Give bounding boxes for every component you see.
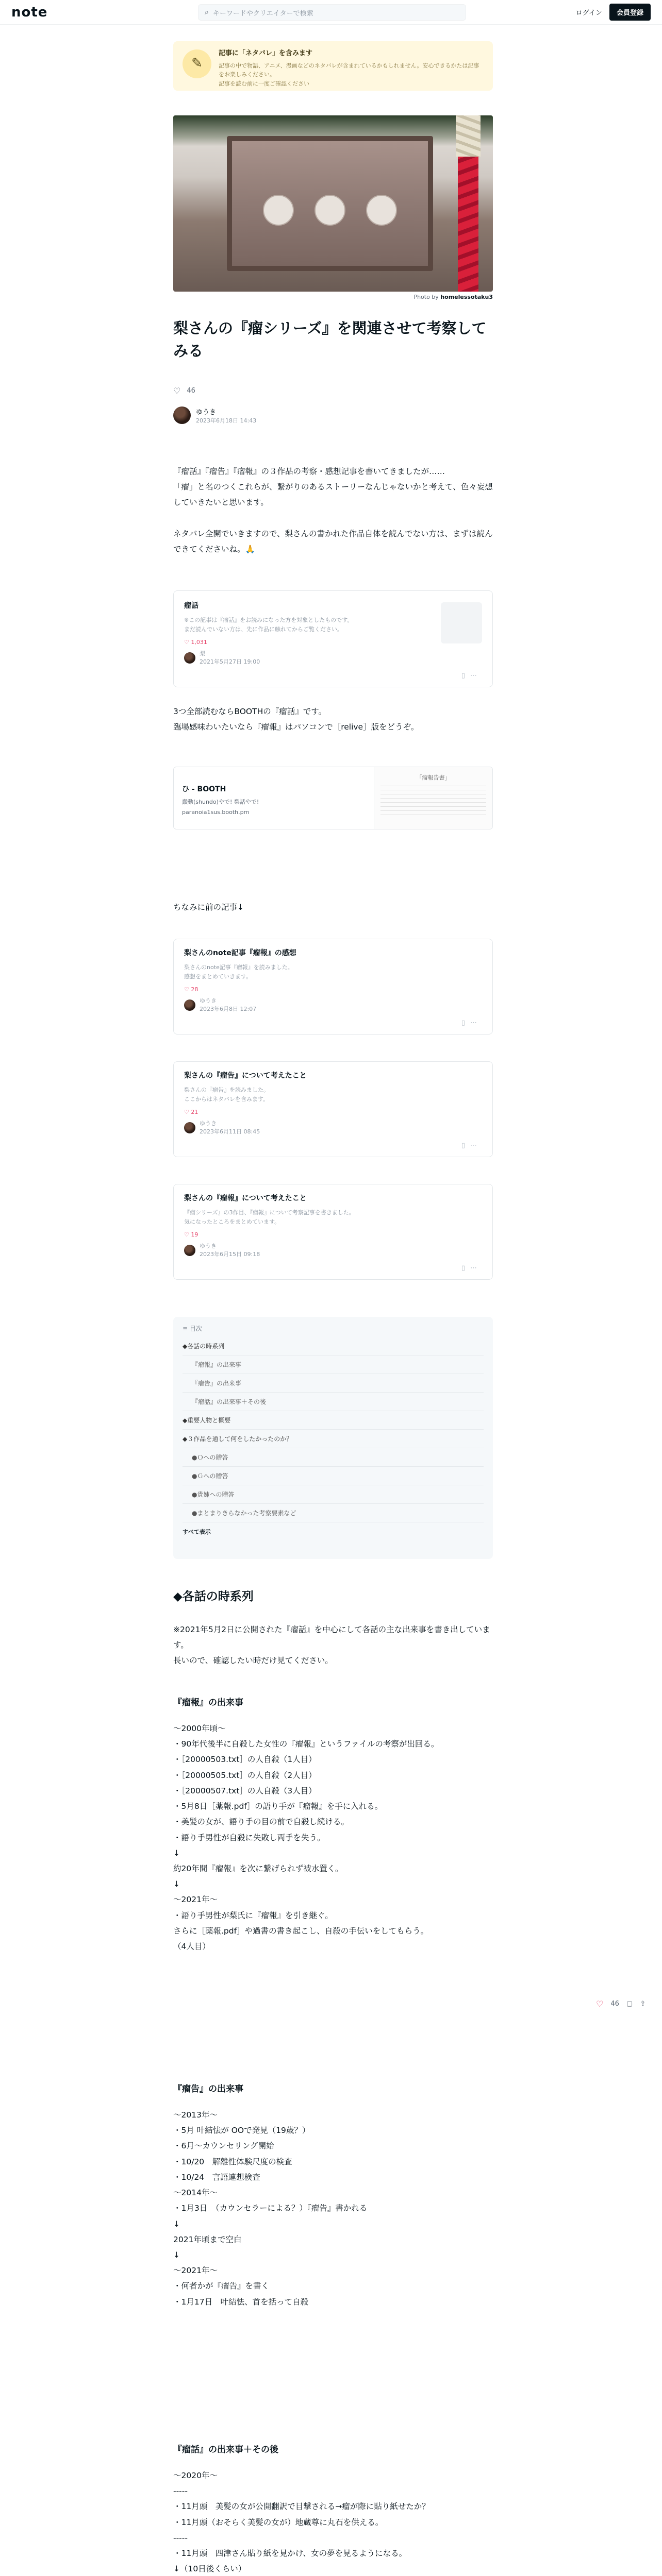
section2-lines <box>173 2107 493 2310</box>
related-likes: ♡ 19 <box>184 1231 198 1239</box>
toc-item[interactable]: 『瘤話』の出来事＋その後 <box>183 1393 484 1411</box>
booth-name[interactable]: ひ - BOOTH <box>182 785 226 793</box>
related-title[interactable]: 梨さんのnote記事『瘤報』の感想 <box>184 949 296 957</box>
search-icon: ⌕ <box>205 8 209 16</box>
timeline-line: ・［20000505.txt］の人自殺（2人目） <box>173 1770 317 1780</box>
timeline-line: 〜2021年〜 <box>173 1895 218 1905</box>
card-author: 梨 <box>200 650 205 657</box>
intro-line: ネタバレ全開でいきますので、梨さんの書かれた作品自体を読んでない方は、まずは読んできてくださいね。🙏 <box>173 529 493 554</box>
related-author: ゆうき <box>200 997 217 1005</box>
related-meta <box>184 1242 482 1258</box>
sub-heading: 『瘤告』の出来事 <box>173 2084 243 2094</box>
timeline-line: ・語り手男性が自殺に失敗し両手を失う。 <box>173 1833 325 1842</box>
heart-icon[interactable]: ♡ <box>173 385 181 396</box>
toc-item[interactable]: ●貴姉への贈答 <box>183 1485 484 1504</box>
intro-line: 『瘤話』『瘤告』『瘤報』の３作品の考察・感想記事を書いてきましたが…… <box>173 467 445 476</box>
related-excerpt: 梨さんのnote記事『瘤報』を読みました。 <box>184 964 293 971</box>
timeline-line: ・5月 叶結怯が OOで発見（19歳？） <box>173 2126 310 2136</box>
card-meta <box>184 650 482 666</box>
article-title: 梨さんの『瘤シリーズ』を関連させて考察してみる <box>173 319 487 360</box>
card-tools <box>461 1019 482 1027</box>
toc-item[interactable]: ●Ｏへの贈答 <box>183 1448 484 1467</box>
timeline-line: 約20年間『瘤報』を次に繋げられず被水置く。 <box>173 1863 343 1873</box>
related-date: 2023年6月8日 12:07 <box>200 1005 257 1012</box>
timeline-line: 〜2020年〜 <box>173 2471 218 2480</box>
related-excerpt: 感想をまとめていきます。 <box>184 973 252 980</box>
more-icon[interactable]: ⋯ <box>470 1264 482 1272</box>
article-byline <box>173 385 493 396</box>
timeline-line: ・5月8日［薬報.pdf］の語り手が『瘤報』を手に入れる。 <box>173 1802 383 1811</box>
notice-body-2: 記事を読む前に一度ご確認ください <box>219 80 309 87</box>
related-date: 2023年6月15日 09:18 <box>200 1250 260 1258</box>
photo-credit-name[interactable]: homelessotaku3 <box>440 294 493 300</box>
like-count: 46 <box>187 386 195 395</box>
heart-icon[interactable]: ♡ <box>596 1999 604 2009</box>
crest-icon <box>315 195 345 226</box>
card-tools <box>461 1142 482 1149</box>
timeline-line: 〜2014年〜 <box>173 2188 218 2198</box>
card-tools <box>461 672 482 680</box>
avatar <box>184 1245 195 1256</box>
related-likes: ♡ 21 <box>184 1109 198 1116</box>
hero-shrine-board <box>227 136 433 271</box>
related-author: ゆうき <box>200 1120 217 1127</box>
timeline-line: （4人目） <box>173 1942 210 1952</box>
sub-heading: 『瘤話』の出来事＋その後 <box>173 2445 278 2455</box>
related-excerpt: 気になったところをまとめています。 <box>184 1218 280 1225</box>
bookmark-icon[interactable]: ▯ <box>461 672 470 680</box>
more-icon[interactable]: ⋯ <box>470 1019 482 1027</box>
booth-url[interactable]: paranoia1sus.booth.pm <box>182 808 250 816</box>
notice-title: 記事に「ネタバレ」を含みます <box>219 49 312 57</box>
timeline-line: ・11月頭 美髪の女が公開翻訳で目撃される→瘤が際に貼り紙せたか？ <box>173 2502 430 2512</box>
search-input[interactable] <box>198 4 466 21</box>
toc-item[interactable]: ◆重要人物と概要 <box>183 1411 484 1430</box>
booth-desc: 蠢動(shundo)やで! 梨話やで! <box>182 799 259 805</box>
comment-icon[interactable]: ▢ <box>626 2000 633 2008</box>
timeline-line: ・美髪の女が、語り手の目の前で自殺し続ける。 <box>173 1817 350 1827</box>
publish-date: 2023年6月18日 14:43 <box>196 417 257 424</box>
timeline-line: 〜2000年頃〜 <box>173 1724 226 1733</box>
timeline-line: ・11月頭（おそらく美髪の女が）地蔵尊に丸石を供える。 <box>173 2517 384 2527</box>
timeline-line: ↓ <box>173 2219 180 2229</box>
toc-item[interactable]: 『瘤報』の出来事 <box>183 1355 484 1374</box>
card-excerpt: まだ読んでいない方は、先に作品に触れてからご覧ください。 <box>184 625 343 633</box>
section3-lines <box>173 2468 493 2576</box>
timeline-line: ・10/24 言語連想検査 <box>173 2172 260 2182</box>
related-excerpt: 『瘤シリーズ』の3作目、『瘤報』について考察記事を書きました。 <box>184 1209 355 1216</box>
card-tools <box>461 1264 482 1272</box>
timeline-line: ・何者かが『瘤告』を書く <box>173 2281 270 2291</box>
signup-button[interactable]: 会員登録 <box>609 4 651 21</box>
booth-intro-line: 3つ全部読むならBOOTHの『瘤話』です。 <box>173 707 327 716</box>
card-thumbnail <box>441 602 482 643</box>
timeline-line: ----- <box>173 2486 188 2496</box>
booth-link-card[interactable] <box>173 767 493 829</box>
card-date: 2021年5月27日 19:00 <box>200 658 260 665</box>
spoiler-illustration-icon: ✎ <box>183 49 211 78</box>
related-likes: ♡ 28 <box>184 986 198 993</box>
timeline-line: ・［20000507.txt］の人自殺（3人目） <box>173 1786 317 1795</box>
toc-list <box>183 1337 484 1522</box>
toc-item[interactable]: ●まとまりきらなかった考察要素など <box>183 1504 484 1522</box>
author-block <box>173 405 493 426</box>
related-title[interactable]: 梨さんの『瘤報』について考えたこと <box>184 1194 307 1202</box>
table-of-contents <box>173 1317 493 1559</box>
search-placeholder: キーワードやクリエイターで検索 <box>212 9 313 18</box>
section1-intro-line: 長いので、確認したい時だけ見てください。 <box>173 1656 333 1666</box>
timeline-line: ↓ <box>173 1879 180 1889</box>
author-name[interactable]: ゆうき <box>196 408 217 416</box>
booth-intro-line: 臨場感味わいたいなら『瘤報』はパソコンで［relive］版をどうぞ。 <box>173 722 419 732</box>
embed-card[interactable] <box>173 590 493 687</box>
timeline-line: ・11月頭 四津さん貼り紙を見かけ、女の夢を見るようになる。 <box>173 2549 407 2558</box>
crest-icon <box>263 195 294 226</box>
related-title[interactable]: 梨さんの『瘤告』について考えたこと <box>184 1072 307 1080</box>
booth-intro <box>173 704 493 735</box>
timeline-line: ↓ <box>173 1848 180 1858</box>
toc-heading <box>183 1324 484 1333</box>
related-excerpt: ここからはネタバレを含みます。 <box>184 1095 269 1103</box>
timeline-line: ・［20000503.txt］の人自殺（1人目） <box>173 1755 317 1765</box>
toc-item[interactable]: ◆３作品を通して何をしたかったのか？ <box>183 1430 484 1448</box>
intro-paragraph <box>173 464 493 557</box>
related-meta <box>184 997 482 1013</box>
notice-body: 記事の中で物語、アニメ、漫画などのネタバレが含まれているかもしれません。安心できるかたは記事をお楽しみください。 <box>219 62 479 78</box>
timeline-line: 〜2021年〜 <box>173 2266 218 2276</box>
timeline-line: ・語り手男性が梨氏に『瘤報』を引き継ぐ。 <box>173 1910 333 1920</box>
related-excerpt: 梨さんの『瘤告』を読みました。 <box>184 1087 269 1093</box>
timeline-line: ・6月〜カウンセリング開始 <box>173 2141 274 2151</box>
section1-lines <box>173 1721 493 1954</box>
toc-item[interactable]: ●Ｇへの贈答 <box>183 1467 484 1485</box>
photo-credit <box>173 294 493 300</box>
related-date: 2023年6月11日 08:45 <box>200 1128 260 1135</box>
booth-img-lines <box>380 786 486 818</box>
related-author: ゆうき <box>200 1243 217 1250</box>
side-like-count: 46 <box>610 2000 619 2008</box>
timeline-line: ・10/20 解離性体験尺度の検査 <box>173 2157 292 2166</box>
related-card[interactable] <box>173 939 493 1035</box>
sub-heading: 『瘤報』の出来事 <box>173 1698 243 1708</box>
toc-item[interactable]: 『瘤告』の出来事 <box>183 1374 484 1393</box>
login-link[interactable]: ログイン <box>575 9 602 17</box>
header-actions <box>576 4 651 21</box>
toc-heading-label: 目次 <box>189 1325 202 1332</box>
avatar <box>184 1122 195 1133</box>
intro-line: 「瘤」と名のつくこれらが、繋がりのあるストーリーなんじゃないかと考えて、色々妄想していきたいと思います。 <box>173 482 493 507</box>
crest-icon <box>366 195 397 226</box>
timeline-line: 2021年頃まで空白 <box>173 2234 242 2244</box>
related-meta <box>184 1120 482 1136</box>
list-icon: ≡ <box>183 1325 190 1332</box>
bookmark-icon[interactable]: ▯ <box>461 1264 470 1272</box>
booth-img-title: 「瘤報告書」 <box>416 774 451 781</box>
timeline-line: ↓ <box>173 2250 180 2260</box>
card-title[interactable]: 瘤話 <box>184 602 198 610</box>
avatar <box>184 999 195 1011</box>
hero-image <box>173 115 493 292</box>
timeline-line: ・1月17日 叶結怯、首を括って自殺 <box>173 2297 309 2307</box>
booth-preview-image <box>374 767 492 829</box>
hero-rope-top <box>456 115 481 157</box>
bookmark-icon[interactable]: ▯ <box>461 1142 470 1149</box>
avatar[interactable] <box>173 406 191 424</box>
photo-credit-prefix: Photo by <box>413 294 439 300</box>
share-icon[interactable]: ⇪ <box>640 2000 646 2008</box>
card-likes: ♡ 1,031 <box>184 639 207 646</box>
section1-intro <box>173 1622 493 1669</box>
note-logo[interactable]: note <box>11 4 48 20</box>
intro-spacer <box>173 511 493 526</box>
related-card[interactable] <box>173 1184 493 1280</box>
timeline-line: ↓（10日後くらい） <box>173 2564 246 2574</box>
related-intro: ちなみに前の記事↓ <box>173 903 244 912</box>
timeline-line: さらに［薬報.pdf］や過書の書き起こし、自殺の手伝いをしてもらう。 <box>173 1926 429 1936</box>
avatar <box>184 652 195 664</box>
timeline-line: ・1月3日 （カウンセラーによる？）『瘤告』書かれる <box>173 2204 368 2213</box>
more-icon[interactable]: ⋯ <box>470 672 482 680</box>
card-excerpt: ※この記事は『瘤話』をお読みになった方を対象としたものです。 <box>184 617 353 623</box>
more-icon[interactable]: ⋯ <box>470 1142 482 1149</box>
floating-actions <box>596 1999 646 2009</box>
timeline-line: 〜2013年〜 <box>173 2110 218 2120</box>
bookmark-icon[interactable]: ▯ <box>461 1019 470 1027</box>
toc-show-all-button[interactable]: すべて表示 <box>183 1529 211 1535</box>
toc-item[interactable]: ◆各話の時系列 <box>183 1337 484 1355</box>
timeline-line: ----- <box>173 2533 188 2543</box>
timeline-line: ・90年代後半に自殺した女性の『瘤報』というファイルの考察が出回る。 <box>173 1739 439 1749</box>
spoiler-notice <box>173 41 493 91</box>
related-card[interactable] <box>173 1061 493 1157</box>
section1-intro-line: ※2021年5月2日に公開された『瘤話』を中心にして各話の主な出来事を書き出しています。 <box>173 1625 490 1650</box>
section-heading: ◆各話の時系列 <box>173 1590 254 1603</box>
